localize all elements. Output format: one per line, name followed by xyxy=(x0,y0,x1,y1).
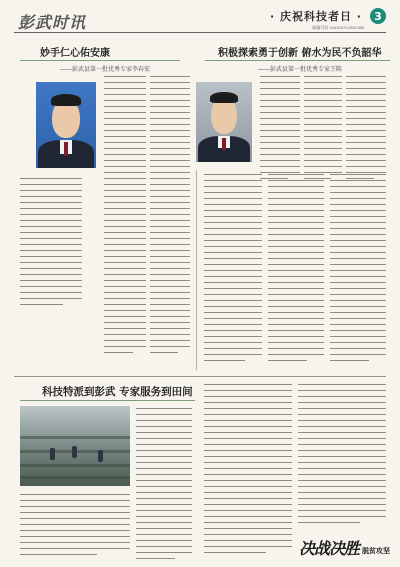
left-col-1-text xyxy=(20,178,82,310)
bottom-title-rule xyxy=(20,400,195,401)
left-col-2-text xyxy=(104,76,146,358)
left-col-3-text xyxy=(150,76,190,358)
right-lower-col-3-text xyxy=(330,174,386,366)
masthead: 彭武时讯 xyxy=(18,13,87,32)
right-article-title: 积极探索勇于创新 俯水为民不负韶华 xyxy=(218,48,382,59)
greenhouse-row xyxy=(20,476,130,479)
portrait-photo-right xyxy=(196,82,252,162)
left-article-byline: ——彭武县第一批优秀专家李春宏 xyxy=(60,66,151,73)
greenhouse-person xyxy=(72,446,77,458)
stamp-sub-text: 脱贫攻坚 xyxy=(362,547,390,555)
portrait-tie xyxy=(222,138,226,150)
portrait-hair xyxy=(51,94,81,106)
greenhouse-photo xyxy=(20,406,130,486)
stamp-main-text: 决战决胜 xyxy=(298,539,359,558)
column-title: · 庆祝科技者日 · xyxy=(269,10,362,23)
right-col-1-text xyxy=(260,76,300,184)
page-number-badge: 3 xyxy=(370,8,386,24)
section-divider xyxy=(14,376,386,377)
campaign-stamp xyxy=(299,536,390,559)
bottom-col-2-text xyxy=(20,494,130,560)
right-title-rule xyxy=(205,60,390,61)
left-article-title: 妙手仁心佑安康 xyxy=(40,48,110,59)
portrait-tie xyxy=(64,142,68,156)
portrait-hair xyxy=(210,92,238,103)
right-col-3-text xyxy=(346,76,386,184)
greenhouse-person xyxy=(50,448,55,460)
portrait-photo-left xyxy=(36,82,96,168)
header-meta: 邮编号码 43410070 6502356 xyxy=(312,25,364,30)
right-col-2-text xyxy=(304,76,342,184)
right-lower-col-2-text xyxy=(268,174,324,366)
greenhouse-row xyxy=(20,436,130,439)
greenhouse-row xyxy=(20,464,130,467)
bottom-col-3-text xyxy=(204,384,292,558)
header-rule xyxy=(14,32,386,33)
bottom-col-4-text xyxy=(298,384,386,528)
bottom-article-title: 科技特派到彭武 专家服务到田间 xyxy=(42,386,193,398)
header-right xyxy=(270,8,386,24)
bottom-col-1-text xyxy=(136,408,192,564)
right-article-byline: ——彭武县第一批优秀专家王陈 xyxy=(258,66,343,73)
column-divider xyxy=(196,170,197,370)
greenhouse-person xyxy=(98,450,103,462)
left-title-rule xyxy=(20,60,180,61)
right-lower-col-1-text xyxy=(204,174,262,366)
